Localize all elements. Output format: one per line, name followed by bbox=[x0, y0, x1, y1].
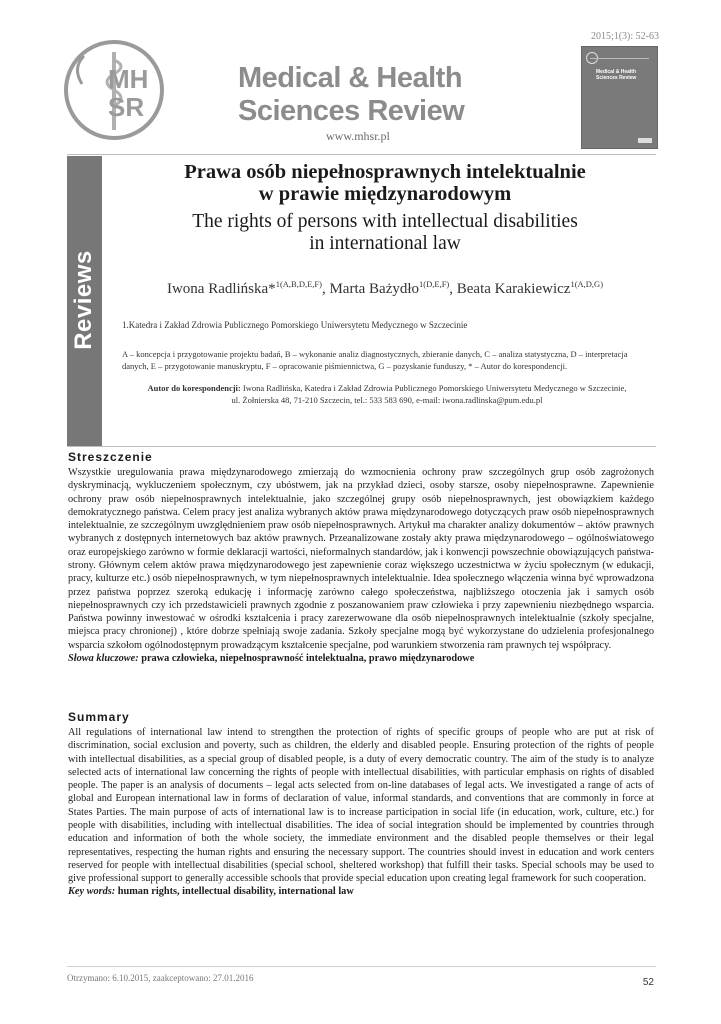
author-name: Marta Bażydło bbox=[329, 281, 420, 297]
streszczenie-heading: Streszczenie bbox=[68, 450, 153, 464]
streszczenie-text: Wszystkie uregulowania prawa międzynarodowego zmierzają do wzmocnienia ochrony praw szczególnych grup osób zagrożonych dyskryminacją, wykluczeniem społecznym, czy ubóstwem, jak na przykład dzieci, osoby starsze, osoby niepełnosprawne. Zapewnienie ochrony praw osób niepełnosprawnych intelektualnie, jako szczególnej grupy osób niepełnosprawnych, jest obowiązkiem każdego demokratycznego państwa. Celem pracy jest analiza wybranych aktów prawa międzynarodowego dotyczących praw osób niepełnosprawnych intelektualnie, ze szczególnym uwzględnieniem praw osób niepełnosprawnych. Artykuł ma charakter analizy dokumentów – aktów prawnych wybranych z dostępnych internetowych baz aktów prawnych. Przeanalizowane zostały akty prawa międzynarodowego – ogólnoświatowego oraz europejskiego zarówno w formie deklaracji wartości, nieformalnych standardów, jak i konwencji powszechnie obowiązujących państwa-strony. Głównym celem aktów prawa międzynarodowego jest zapewnienie coraz większego uczestnictwa w życiu społecznym (w edukacji, pracy, kulturze etc.) osób niepełnosprawnych, w tym niepełnosprawnych intelektualnie. Idea społecznego włączenia winna być wprowadzona przez państwa poprzez szeroką edukację i informację zarówno całego społeczeństwa, najbliższego otoczenia jak i samych osób niepełnosprawnych czy ich przedstawicieli prawnych zgodnie z poszanowaniem praw człowieka i przy zapewnieniu niezbędnego wsparcia. Państwa powinny inwestować w ośrodki kształcenia i pracy zarezerwowane dla osób niepełnosprawnych intelektualnie (szkoły specjalne, miejsca pracy chronionej) , które dobrze spełniają swoje zadania. Szkoły specjalne mogą być wykorzystane do udzielenia profesjonalnego wsparcia szkołom ogólnodostępnym prowadzącym kształcenie specjalne, pod warunkiem stworzenia ram prawnych tej współpracy. bbox=[68, 467, 654, 651]
issue-reference: 2015;1(3): 52-63 bbox=[590, 31, 659, 42]
streszczenie-keywords bbox=[68, 652, 654, 665]
cover-publisher-mark bbox=[638, 138, 652, 143]
journal-logo bbox=[62, 38, 167, 143]
article-title-polish bbox=[110, 161, 660, 205]
journal-cover-thumbnail bbox=[581, 46, 658, 149]
received-dates: Otrzymano: 6.10.2015, zaakceptowano: 27.01.2016 bbox=[67, 973, 254, 983]
correspondence-line2[interactable]: ul. Żołnierska 48, 71-210 Szczecin, tel.: 533 583 690, e-mail: iwona.radlinska@pum.edu.pl bbox=[231, 395, 543, 405]
author-list bbox=[110, 281, 660, 298]
summary-text: All regulations of international law intend to strengthen the protection of rights of specific groups of people who are put at risk of discrimination, social exclusion and poverty, such as children, the elderly and disabled people. Ensuring protection of the rights of people with intellectual disabilities, as a special group of disabled people, is a duty of every democratic country. The aim of the study is to analyze selected acts of international law concerning the rights of people with intellectual disabilities, with particular emphasis on rights of disabled people. The paper is an analysis of documents – legal acts selected from on-line databases of legal acts. We investigated a range of acts of global and European international law in forms of declaration of value, informal standards, and conventions that are commonly in force at States Parties. The main purpose of acts of international law is to increase participation in social life (in education, work, culture, etc.) for people with disabilities, including with intellectual disabilities. The idea of social integration should be implemented by countries through education and information of both the whole society, the immediate environment and the disabled people themselves or their legal representatives, respecting the human rights and ensuring the necessary support. The countries should invest in education and work centers reserved for people with intellectual disabilities (special school, sheltered workshop) that fulfill their tasks. Special schools may be used to give professional support to generally accessible schools that provide special education upon creating legal framework for such cooperation. bbox=[68, 727, 654, 885]
cover-title-line1: Medical & Health bbox=[596, 69, 637, 75]
author-name: Iwona Radlińska* bbox=[166, 281, 276, 297]
cover-title bbox=[596, 69, 636, 81]
keywords-value: human rights, intellectual disability, international law bbox=[115, 886, 354, 898]
journal-title-line1: Medical & Health bbox=[238, 62, 463, 94]
header-divider bbox=[67, 154, 656, 155]
keywords-label: Słowa kluczowe: bbox=[68, 652, 139, 664]
cover-divider bbox=[590, 58, 649, 59]
summary-heading: Summary bbox=[68, 710, 130, 724]
section-label: Reviews bbox=[70, 250, 97, 350]
cover-title-line2: Sciences Review bbox=[596, 75, 637, 81]
contribution-legend bbox=[122, 348, 652, 372]
title-en-line2: in international law bbox=[309, 233, 461, 254]
keywords-value: prawa człowieka, niepełnosprawność intelektualna, prawo międzynarodowe bbox=[138, 652, 475, 664]
summary-section bbox=[68, 726, 654, 899]
author-affiliation-mark: 1(A,D,G) bbox=[570, 279, 604, 289]
abstract-divider bbox=[67, 446, 656, 447]
author-separator: , bbox=[321, 281, 330, 297]
footer-divider bbox=[67, 966, 656, 967]
svg-text:SR: SR bbox=[108, 92, 145, 122]
summary-keywords bbox=[68, 885, 654, 898]
page-number: 52 bbox=[642, 977, 654, 988]
affiliation: 1.Katedra i Zakład Zdrowia Publicznego Pomorskiego Uniwersytetu Medycznego w Szczecinie bbox=[122, 320, 468, 330]
title-pl-line2: w prawie międzynarodowym bbox=[258, 183, 512, 205]
keywords-label: Key words: bbox=[68, 886, 116, 898]
contribution-line1: A – koncepcja i przygotowanie projektu badań, B – wykonanie analiz diagnostycznych, zbieranie danych, C – analiza statystyczna, D – interpretacja bbox=[122, 349, 628, 359]
correspondence-label: Autor do korespondencji: bbox=[147, 383, 241, 393]
author-affiliation-mark: 1(D,E,F) bbox=[419, 279, 450, 289]
journal-title bbox=[238, 62, 464, 128]
journal-url[interactable]: www.mhsr.pl bbox=[326, 129, 390, 143]
author-separator: , bbox=[449, 281, 457, 297]
title-pl-line1: Prawa osób niepełnosprawnych intelektualnie bbox=[184, 161, 586, 183]
correspondence-line1: Iwona Radlińska, Katedra i Zakład Zdrowia Publicznego Pomorskiego Uniwersytetu Medycznego w Szczecinie, bbox=[240, 383, 627, 393]
journal-title-line2: Sciences Review bbox=[238, 95, 465, 127]
article-title-english bbox=[110, 211, 660, 255]
correspondence-info bbox=[122, 382, 652, 406]
contribution-line2: danych, E – przygotowanie manuskryptu, F – opracowanie piśmiennictwa, G – pozyskanie funduszy, * – Autor do korespondencji. bbox=[122, 361, 568, 371]
streszczenie-section bbox=[68, 466, 654, 665]
svg-text:MH: MH bbox=[108, 64, 149, 94]
author-name: Beata Karakiewicz bbox=[456, 281, 571, 297]
author-affiliation-mark: 1(A,B,D,E,F) bbox=[275, 279, 322, 289]
title-en-line1: The rights of persons with intellectual disabilities bbox=[192, 211, 578, 232]
